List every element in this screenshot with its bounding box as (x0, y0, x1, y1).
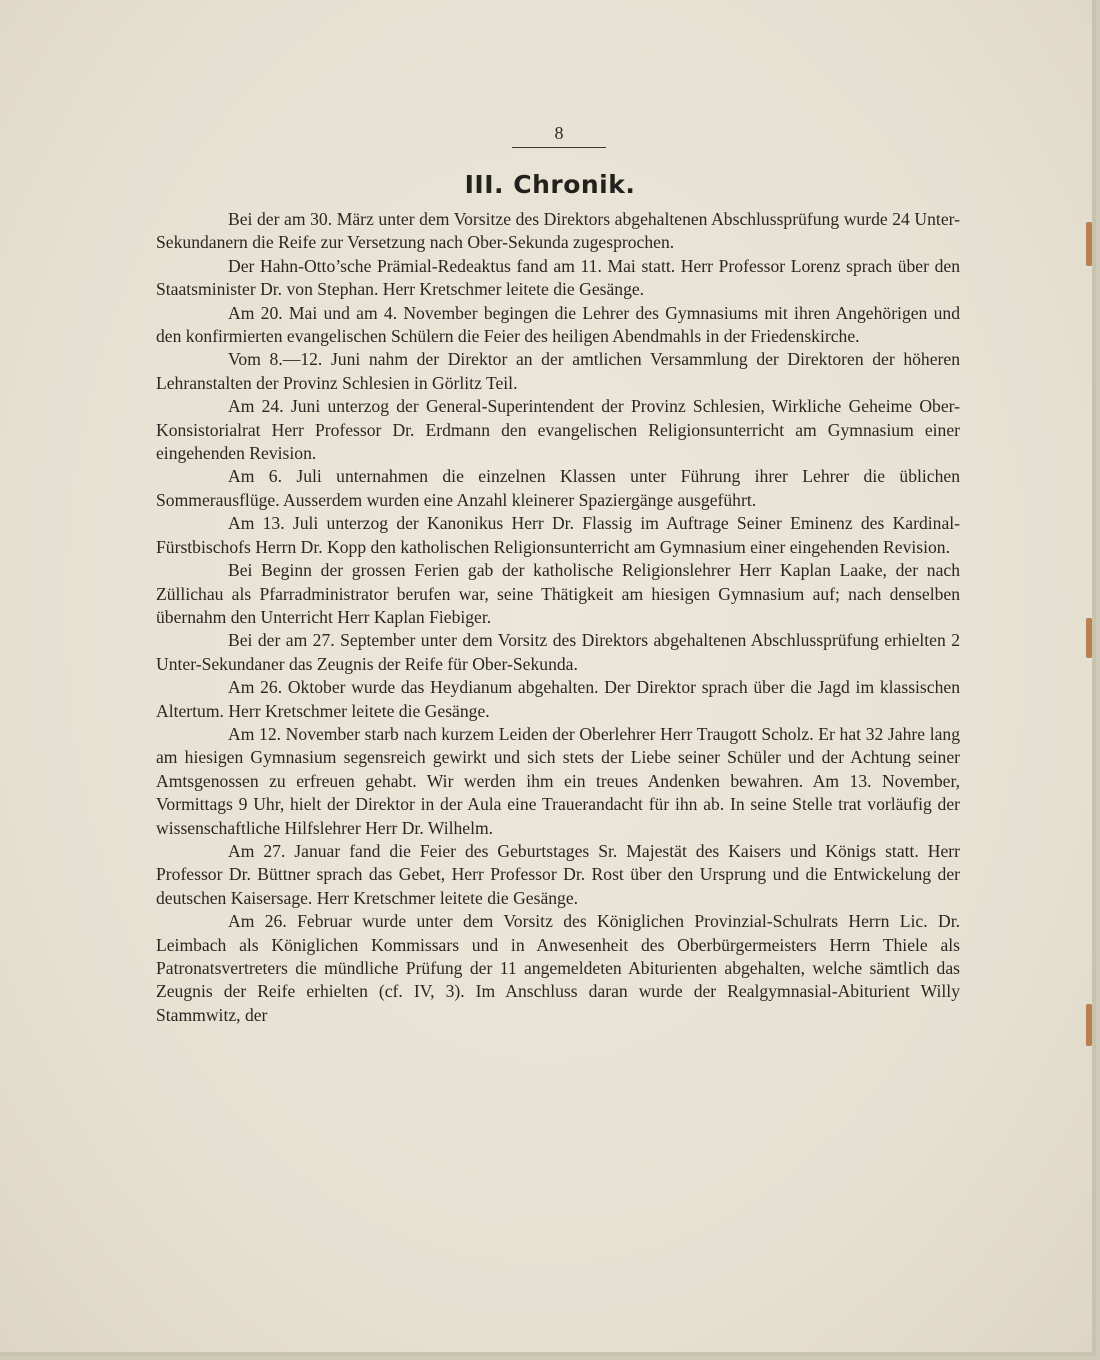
binding-stain-mark (1086, 222, 1092, 266)
paragraph: Bei Beginn der grossen Ferien gab der katholische Religionslehrer Herr Kaplan Laake, der nach Züllichau als Pfarradministrator berufen war, seine Thätigkeit am hiesigen Gymnasium auf; nach denselben übernahm den Unterricht Herr Kaplan Fiebiger. (156, 560, 960, 627)
paragraph: Der Hahn-Otto’sche Prämial-Redeaktus fand am 11. Mai statt. Herr Professor Lorenz sprach über den Staatsminister Dr. von Stephan. Herr Kretschmer leitete die Gesänge. (156, 255, 960, 300)
page-number: 8 (554, 123, 564, 143)
binding-stain-mark (1086, 618, 1092, 658)
paragraph: Am 24. Juni unterzog der General-Superintendent der Provinz Schlesien, Wirkliche Geheime Ober-Konsistorialrat Herr Professor Dr. Erdmann den evangelischen Religionsunterricht am Gymnasium einer eingehenden Revision. (156, 396, 960, 464)
page-number-rule (512, 147, 606, 148)
binding-stain-mark (1086, 1004, 1092, 1046)
paragraph: Am 20. Mai und am 4. November begingen die Lehrer des Gymnasiums mit ihren Angehörigen und den konfirmierten evangelischen Schülern die Feier des heiligen Abendmahls in der Friedenskirche. (156, 302, 960, 347)
paragraph: Am 6. Juli unternahmen die einzelnen Klassen unter Führung ihrer Lehrer die üblichen Sommerausflüge. Ausserdem wurden eine Anzahl kleinerer Spaziergänge ausgeführt. (156, 466, 960, 510)
paragraph: Bei der am 27. September unter dem Vorsitz des Direktors abgehaltenen Abschlussprüfung erhielten 2 Unter-Sekundaner das Zeugnis der Reife für Ober-Sekunda. (156, 630, 960, 674)
paragraph: Am 13. Juli unterzog der Kanonikus Herr Dr. Flassig im Auftrage Seiner Eminenz des Kardinal-Fürstbischofs Herrn Dr. Kopp den katholischen Religionsunterricht am Gymnasium einer eingehenden Revision. (156, 513, 960, 557)
chronicle-body (156, 208, 960, 1027)
paragraph: Am 12. November starb nach kurzem Leiden der Oberlehrer Herr Traugott Scholz. Er hat 32 Jahre lang am hiesigen Gymnasium segensreich gewirkt und sich stets der Liebe seiner Schüler und der Achtung seiner Amtsgenossen zu erfreuen gehabt. Wir werden ihm ein treues Andenken bewahren. Am 13. November, Vormittags 9 Uhr, hielt der Direktor in der Aula eine Trauerandacht für ihn ab. In seine Stelle trat vorläufig der wissenschaftliche Hilfslehrer Herr Dr. Wilhelm. (156, 723, 960, 838)
paragraph: Am 27. Januar fand die Feier des Geburtstages Sr. Majestät des Kaisers und Königs statt. Herr Professor Dr. Büttner sprach das Gebet, Herr Professor Dr. Rost über den Ursprung und die Entwickelung der deutschen Kaisersage. Herr Kretschmer leitete die Gesänge. (156, 840, 960, 908)
paragraph: Bei der am 30. März unter dem Vorsitze des Direktors abgehaltenen Abschlussprüfung wurde 24 Unter-Sekundanern die Reife zur Versetzung nach Ober-Sekunda zugesprochen. (156, 209, 960, 253)
paragraph: Am 26. Oktober wurde das Heydianum abgehalten. Der Direktor sprach über die Jagd im klassischen Altertum. Herr Kretschmer leitete die Gesänge. (156, 677, 960, 721)
section-heading: III. Chronik. (464, 170, 636, 199)
paragraph: Vom 8.—12. Juni nahm der Direktor an der amtlichen Versammlung der Direktoren der höheren Lehranstalten der Provinz Schlesien in Görlitz Teil. (156, 349, 960, 393)
paragraph: Am 26. Februar wurde unter dem Vorsitz des Königlichen Provinzial-Schulrats Herrn Lic. Dr. Leimbach als Königlichen Kommissars und in Anwesenheit des Oberbürgermeisters Herrn Thiele als Patronatsvertreters die mündliche Prüfung der 11 angemeldeten Abiturienten abgehalten, welche sämtlich das Zeugnis der Reife erhielten (cf. IV, 3). Im Anschluss daran wurde der Realgymnasial-Abiturient Willy Stammwitz, der (156, 911, 960, 1025)
